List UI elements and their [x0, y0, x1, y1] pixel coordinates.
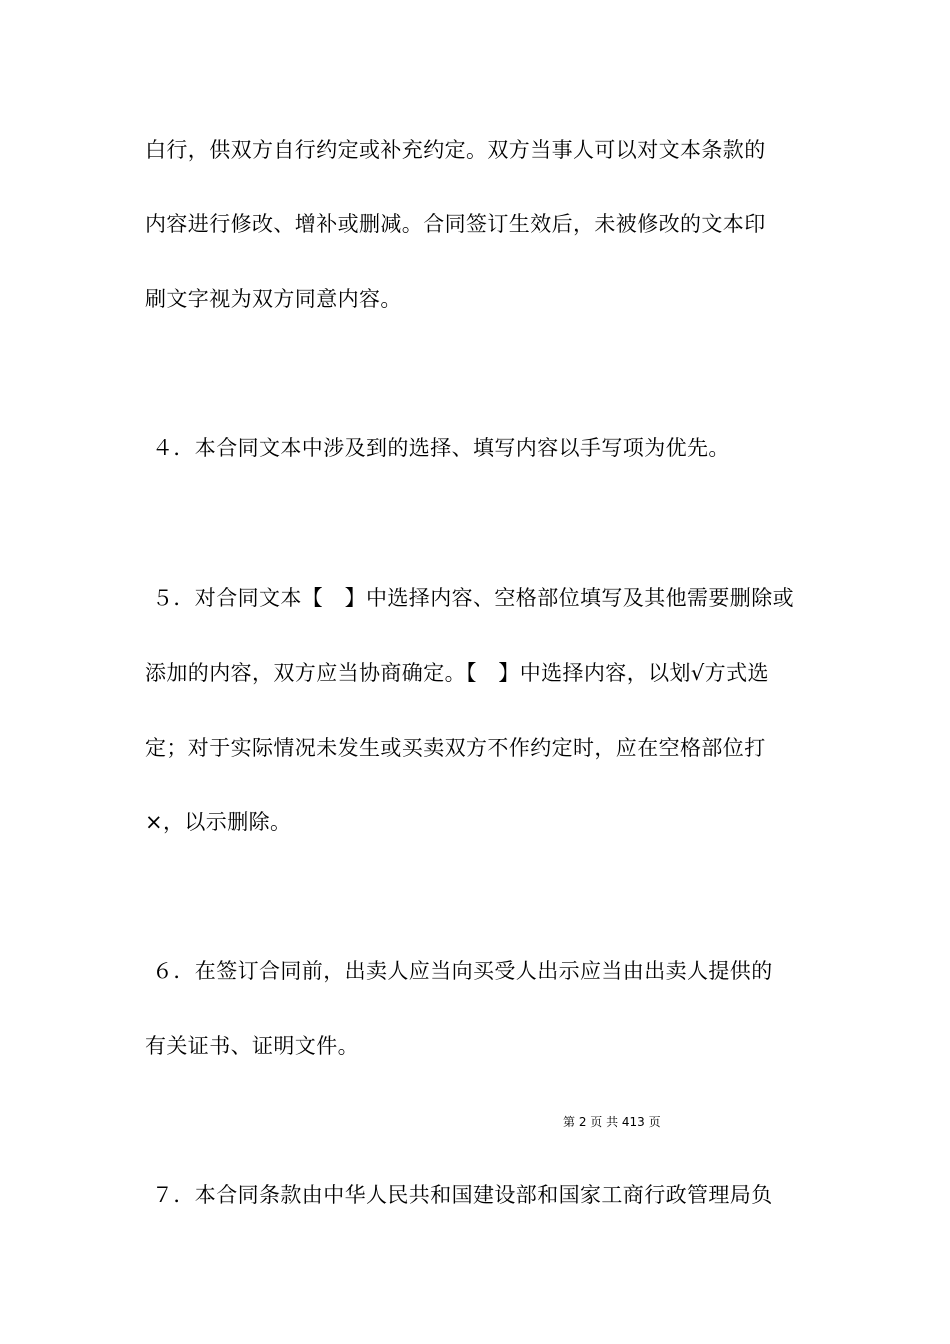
page-number-footer: 第 2 页 共 413 页: [563, 1115, 661, 1129]
text-line: 刷文字视为双方同意内容。: [145, 287, 402, 311]
text-line: ×，以示删除。: [145, 810, 292, 834]
text-line: 白行，供双方自行约定或补充约定。双方当事人可以对文本条款的: [145, 138, 766, 162]
text-line: 添加的内容，双方应当协商确定。【 】中选择内容，以划√方式选: [145, 661, 769, 685]
text-line: ６．在签订合同前，出卖人应当向买受人出示应当由出卖人提供的: [152, 959, 773, 983]
text-line: ５．对合同文本【 】中选择内容、空格部位填写及其他需要删除或: [152, 586, 794, 610]
text-line: 有关证书、证明文件。: [145, 1034, 359, 1058]
text-line: ７．本合同条款由中华人民共和国建设部和国家工商行政管理局负: [152, 1183, 773, 1207]
text-line: 内容进行修改、增补或删减。合同签订生效后，未被修改的文本印: [145, 212, 766, 236]
text-line: ４．本合同文本中涉及到的选择、填写内容以手写项为优先。: [152, 436, 730, 460]
text-line: 定；对于实际情况未发生或买卖双方不作约定时，应在空格部位打: [145, 736, 766, 760]
